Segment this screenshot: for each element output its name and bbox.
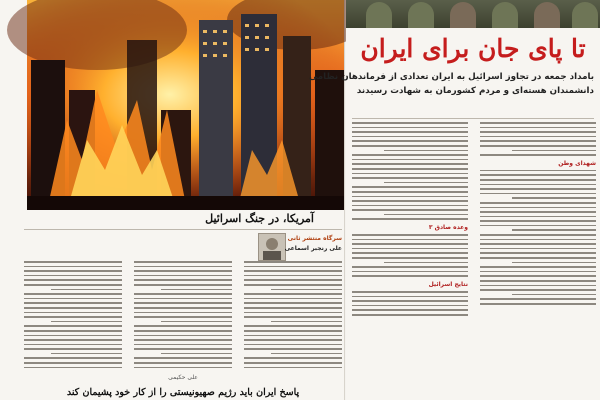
text-block [480, 170, 596, 305]
author-role: سرگاه منتشر ثانی [287, 235, 342, 242]
text-block [352, 122, 468, 220]
text-column [24, 261, 122, 371]
subhead: شهدای وطن [558, 159, 596, 167]
author-name: علی رنجبر اسماعی [284, 245, 342, 252]
subhead: نتایج اسرائیل [428, 281, 468, 288]
text-column [352, 122, 468, 397]
text-column [134, 261, 232, 371]
city-fire-photo [27, 0, 344, 210]
headline-deck [309, 70, 594, 114]
author-photo [258, 233, 286, 261]
right-body-text [352, 122, 596, 397]
second-author: علی حکیمی [168, 374, 198, 381]
author-box [258, 233, 342, 259]
deck-line: بامداد جمعه در تجاوز اسرائیل به ایران تعدادی از فرماندهان نظامی [309, 72, 594, 82]
left-headline: آمریکا، در جنگ اسرائیل [205, 212, 314, 225]
text-block [352, 291, 468, 316]
text-column [480, 122, 596, 397]
divider [352, 118, 594, 119]
subhead: وعده صادق ۳ [428, 224, 468, 232]
left-body-text [24, 261, 342, 369]
text-column [244, 261, 342, 371]
commanders-photo [346, 0, 600, 28]
text-block [352, 234, 468, 277]
second-headline: پاسخ ایران باید رژیم صهیونیستی را از کار خود پشیمان کند [66, 387, 300, 398]
text-block [480, 122, 596, 156]
deck-line: دانشمندان هسته‌ای و مردم کشورمان به شهادت رسیدند [356, 86, 594, 96]
main-headline: تا پای جان برای ایران [360, 34, 586, 63]
divider [24, 229, 342, 230]
